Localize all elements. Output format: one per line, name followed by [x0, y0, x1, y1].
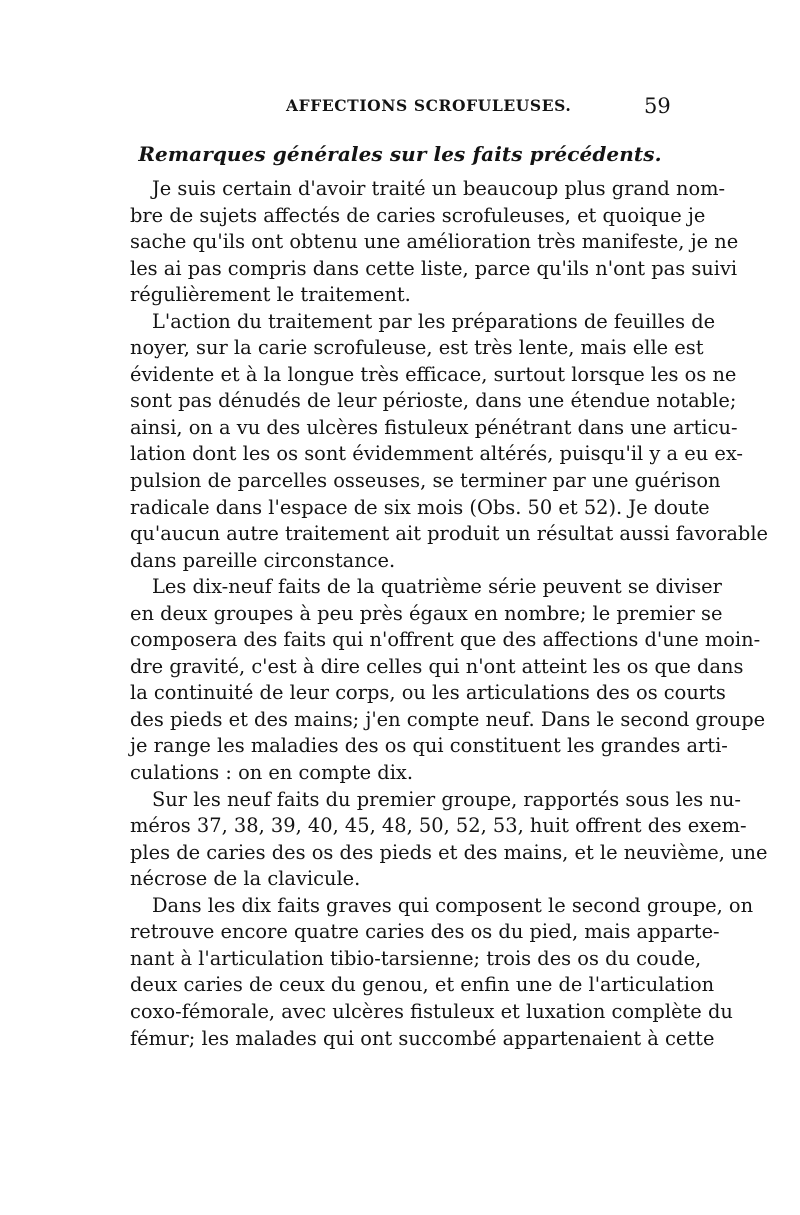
text-line: Sur les neuf faits du premier groupe, rapportés sous les nu-: [152, 787, 741, 811]
text-line: bre de sujets affectés de caries scrofuleuses, et quoique je: [130, 203, 706, 227]
page-number: 59: [644, 94, 671, 118]
text-line: qu'aucun autre traitement ait produit un résultat aussi favorable: [130, 522, 768, 546]
text-line: dans pareille circonstance.: [130, 548, 396, 572]
section-heading: Remarques générales sur les faits précédents.: [138, 142, 662, 166]
text-line: en deux groupes à peu près égaux en nombre; le premier se: [130, 601, 723, 625]
text-line: Je suis certain d'avoir traité un beaucoup plus grand nom-: [152, 177, 726, 200]
running-head: [0, 94, 800, 124]
text-line: noyer, sur la carie scrofuleuse, est très lente, mais elle est: [130, 336, 704, 360]
paragraph: [130, 176, 739, 309]
text-line: ples de caries des os des pieds et des mains, et le neuvième, une: [130, 840, 768, 864]
paragraph: [130, 574, 766, 786]
paragraph: [130, 787, 768, 893]
text-line: la continuité de leur corps, ou les articulations des os courts: [130, 681, 726, 705]
text-line: nécrose de la clavicule.: [130, 867, 361, 891]
text-line: sache qu'ils ont obtenu une amélioration très manifeste, je ne: [130, 230, 739, 254]
text-line: radicale dans l'espace de six mois (Obs. 50 et 52). Je doute: [130, 495, 710, 519]
text-line: sont pas dénudés de leur périoste, dans une étendue notable;: [130, 389, 737, 413]
text-line: je range les maladies des os qui constituent les grandes arti-: [130, 734, 728, 758]
text-line: pulsion de parcelles osseuses, se terminer par une guérison: [130, 469, 721, 493]
text-line: coxo-fémorale, avec ulcères fistuleux et luxation complète du: [130, 999, 733, 1023]
text-line: lation dont les os sont évidemment altérés, puisqu'il y a eu ex-: [130, 442, 743, 466]
text-line: méros 37, 38, 39, 40, 45, 48, 50, 52, 53, huit offrent des exem-: [130, 814, 747, 838]
text-line: des pieds et des mains; j'en compte neuf. Dans le second groupe: [130, 707, 766, 731]
text-line: Les dix-neuf faits de la quatrième série peuvent se diviser: [152, 575, 722, 599]
text-line: nant à l'articulation tibio-tarsienne; trois des os du coude,: [130, 946, 702, 970]
text-line: fémur; les malades qui ont succombé appartenaient à cette: [130, 1026, 715, 1050]
text-line: ainsi, on a vu des ulcères fistuleux pénétrant dans une articu-: [130, 415, 738, 439]
body-text: [130, 176, 768, 1052]
text-line: les ai pas compris dans cette liste, parce qu'ils n'ont pas suivi: [130, 256, 738, 280]
text-line: évidente et à la longue très efficace, surtout lorsque les os ne: [130, 362, 737, 386]
text-line: culations : on en compte dix.: [130, 761, 414, 785]
text-line: Dans les dix faits graves qui composent le second groupe, on: [152, 893, 754, 917]
paragraph: [130, 893, 754, 1052]
text-line: retrouve encore quatre caries des os du pied, mais apparte-: [130, 920, 720, 944]
running-title: AFFECTIONS SCROFULEUSES.: [286, 96, 572, 115]
text-line: L'action du traitement par les préparations de feuilles de: [152, 309, 716, 333]
paragraph: [130, 309, 768, 574]
text-line: composera des faits qui n'offrent que des affections d'une moin-: [130, 628, 761, 652]
text-line: dre gravité, c'est à dire celles qui n'ont atteint les os que dans: [130, 654, 744, 678]
text-line: régulièrement le traitement.: [130, 283, 411, 307]
text-line: deux caries de ceux du genou, et enfin une de l'articulation: [130, 973, 715, 997]
